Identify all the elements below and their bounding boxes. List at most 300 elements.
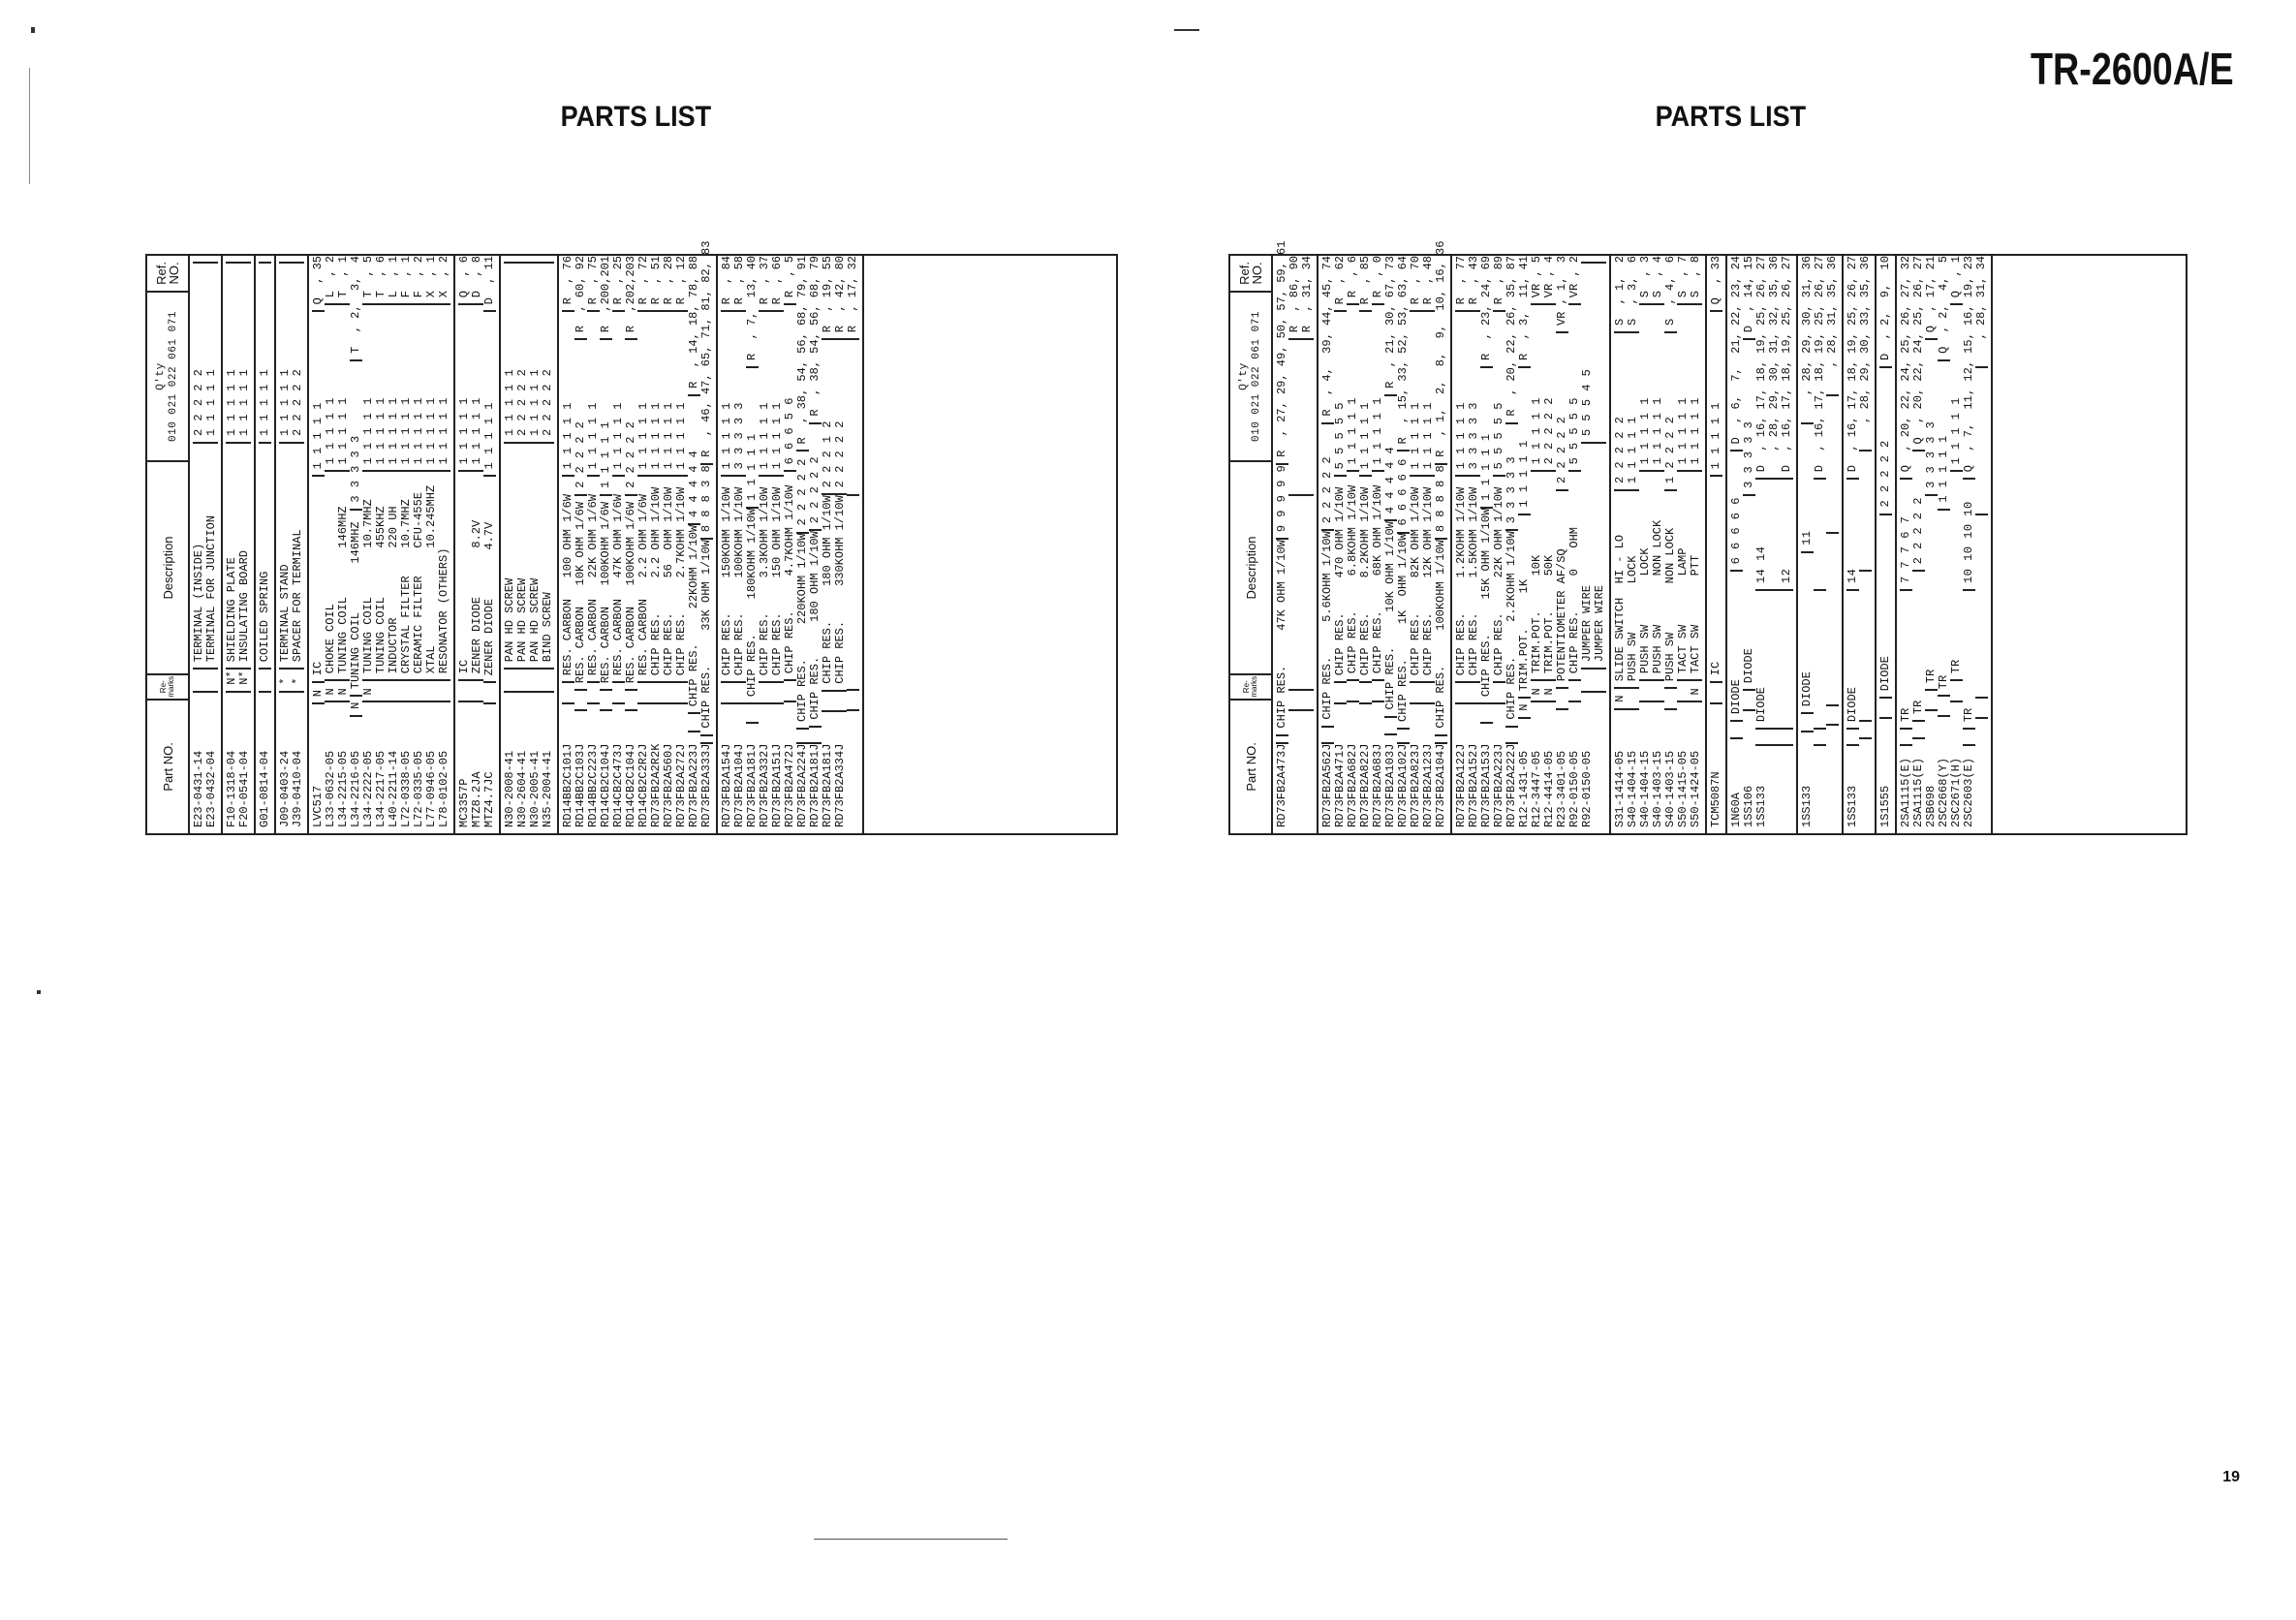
part-number-cell: R12-4414-05	[1543, 701, 1556, 834]
description-cell: PUSH SW LOCK	[1639, 470, 1652, 679]
qty-cell: 1 1 1 1 1	[1652, 303, 1664, 470]
qty-cell: 2 2 2 2 2	[516, 262, 529, 442]
table-row	[425, 256, 438, 833]
description-cell: ZENER DIODE 8.2V	[471, 470, 483, 679]
qty-cell: 8 8 8 8 8	[1435, 463, 1447, 538]
ref-number-cell: R , 15, 33, 52, 53, 63, 64	[1396, 256, 1410, 445]
ref-number-cell: , 28, 31, 34	[1974, 256, 1988, 361]
table-row	[1301, 256, 1314, 833]
remarks-cell	[809, 726, 822, 742]
part-number-cell: S40-1403-15	[1664, 708, 1677, 833]
remarks-cell	[1859, 720, 1872, 737]
part-number-cell: R92-0150-05	[1581, 691, 1594, 833]
scan-speck	[1174, 29, 1199, 31]
ref-number-cell: R , 62	[1333, 256, 1347, 305]
part-number-cell: MTZ8.2JA	[471, 701, 483, 834]
remarks-cell	[1730, 720, 1743, 737]
qty-cell: 8 8 8 3 8	[700, 463, 713, 538]
description-cell: CHIP RES. 22K OHM 1/10W	[1493, 475, 1505, 681]
remarks-cell	[612, 681, 625, 702]
description-cell: CHIP RES. 12K OHM 1/10W	[1422, 475, 1435, 681]
part-number-cell: RD73FB2A223J	[1493, 702, 1505, 833]
qty-cell: 1 1 1 1 1	[362, 303, 375, 470]
qty-cell: 2 2 2 2 2	[1912, 450, 1925, 570]
qty-cell: 3 3 3 3 3	[733, 310, 746, 475]
qty-cell: 1 1 1 1 1	[1627, 331, 1639, 489]
description-cell: CHIP RES. 100KOHM 1/10W	[733, 475, 746, 681]
qty-cell: 2 2 2 2 2	[1556, 331, 1568, 489]
qty-cell: 2 2 2 2 2	[292, 262, 304, 442]
remarks-cell	[259, 668, 271, 690]
right-parts-table	[1228, 240, 2187, 835]
qty-cell: 1 1 1 1 1	[650, 310, 663, 475]
description-cell: TRIM.POT. 50K	[1543, 470, 1556, 679]
description-cell: TUNING COIL 146MHZ	[337, 470, 350, 679]
qty-cell: 1 1 1 1 1	[458, 303, 471, 470]
ref-number-cell: Q , 6	[457, 256, 471, 298]
ref-number-cell: R , 43	[1467, 256, 1480, 305]
table-row	[529, 256, 542, 833]
ref-number-cell	[193, 256, 205, 262]
description-cell: CHIP RES. 5.6KOHM 1/10W	[1321, 529, 1334, 725]
remarks-cell	[663, 681, 675, 702]
description-cell: DIODE	[1730, 570, 1743, 720]
part-number-cell	[1814, 744, 1826, 833]
description-cell: TERMINAL STAND	[279, 442, 292, 668]
ref-number-cell: R , 42, 80	[833, 256, 847, 333]
qty-cell: 2 2 2 2 2	[574, 338, 587, 494]
part-number-cell: L34-2222-05	[362, 701, 375, 834]
description-cell: XTAL 10.245MHZ	[425, 470, 438, 679]
remarks-cell	[1321, 726, 1334, 742]
remarks-cell	[205, 668, 218, 690]
ref-number-cell: R , 1, 2, 8, 9, 10, 16, 36	[1434, 240, 1447, 457]
table-row	[1690, 256, 1702, 833]
qty-cell: 1 1 1 1 1	[562, 310, 574, 475]
col-part-no: Part NO.	[147, 699, 188, 833]
description-cell: CHIP RES. 8.2KOHM 1/10W	[1359, 475, 1372, 681]
qty-cell: 4 4 4 4 4	[688, 394, 700, 523]
description-cell: SPACER FOR TERMINAL	[292, 442, 304, 668]
parts-group	[1877, 256, 1897, 833]
col-qty	[147, 291, 188, 460]
remarks-cell	[1710, 681, 1722, 702]
qty-cell	[1301, 338, 1314, 494]
description-cell: CHIP RES. 33K OHM 1/10W	[700, 538, 713, 733]
remarks-cell	[1627, 687, 1639, 707]
remarks-cell: N	[1518, 697, 1531, 716]
table-row	[1627, 256, 1639, 833]
description-cell: TUNING COIL 10.7MHZ	[362, 470, 375, 679]
ref-number-cell: D , 14, 15	[1742, 256, 1755, 333]
remarks-cell	[771, 681, 784, 702]
qty-cell: 2 2 2 2 2	[809, 422, 822, 530]
ref-number-cell: R , 25	[611, 256, 625, 305]
part-number-cell: RD73FB2A823J	[1410, 702, 1422, 833]
ref-number-cell: D , 2, 9, 10	[1878, 256, 1892, 361]
qty-cell: 3 3 3 3 3	[1925, 338, 1938, 494]
ref-number-cell: , 28, 29, 30, 31, 32, 35, 36	[1767, 256, 1781, 473]
qty-cell: 3 3 3 3 3	[1468, 310, 1480, 475]
description-cell: CHIP RES. 1.2KOHM 1/10W	[1455, 475, 1468, 681]
description-cell: RES. CARBON 22K OHM 1/6W	[587, 475, 600, 681]
table-row	[1710, 256, 1722, 833]
ref-number-cell	[279, 256, 292, 262]
ref-number-cell: Q , 1	[1949, 256, 1963, 298]
qty-cell: 1 1 1 1 1	[226, 262, 238, 442]
remarks-cell	[1301, 689, 1314, 709]
part-number-cell: L34-2217-05	[375, 701, 388, 834]
remarks-cell	[1781, 728, 1793, 744]
table-row	[516, 256, 529, 833]
description-cell: SLIDE SWITCH HI - LO	[1614, 489, 1627, 687]
qty-cell	[1826, 394, 1839, 532]
description-cell: DIODE	[1879, 514, 1892, 698]
description-cell: INSULATING BOARD	[238, 442, 251, 668]
qty-cell: 1 1 1 1 1	[1410, 310, 1422, 475]
parts-group	[1452, 256, 1611, 833]
part-number-cell: R23-3401-05	[1556, 708, 1568, 833]
scan-rule	[814, 1539, 1008, 1540]
ref-number-cell: R , 51	[649, 256, 663, 305]
qty-cell: 1 1 1 1 1	[375, 303, 388, 470]
part-number-cell: RD73FB2A222J	[1505, 742, 1518, 833]
ref-number-cell: D , 16, 17, 18, 19, 25, 26, 27	[1846, 256, 1859, 473]
qty-cell: 2 2 2 2 2	[1543, 303, 1556, 470]
part-number-cell: RD73FB2A682J	[1347, 701, 1359, 834]
parts-group	[1897, 256, 1993, 833]
qty-cell	[1859, 450, 1872, 570]
remarks-cell	[1950, 679, 1963, 701]
description-cell: CHIP RES. 470 OHM 1/10W	[1334, 475, 1347, 681]
table-row	[834, 256, 847, 833]
remarks-cell	[388, 679, 400, 701]
remarks-cell: *	[292, 668, 304, 690]
ref-number-cell: R , 14, 18, 78, 88	[687, 256, 700, 389]
remarks-cell	[1594, 668, 1606, 690]
table-row	[1288, 256, 1301, 833]
description-cell: CHIP RES. 22KOHM 1/10W	[688, 523, 700, 712]
remarks-cell: N	[337, 679, 350, 701]
part-number-cell: 2SA1115(E)	[1912, 737, 1925, 833]
description-cell: CHIP RES. 56 OHM 1/10W	[663, 475, 675, 681]
description-cell: TERMINAL FOR JUNCTION	[205, 442, 218, 668]
left-rotated-content	[147, 240, 1116, 833]
part-number-cell: RD73FB2A223J	[688, 731, 700, 833]
parts-group	[276, 256, 309, 833]
remarks-cell	[1556, 687, 1568, 707]
remarks-cell	[822, 690, 834, 710]
description-cell: TR	[1950, 470, 1963, 679]
part-number-cell: N30-2008-41	[504, 691, 516, 833]
qty-label: Q'ty	[155, 362, 167, 390]
description-cell: PUSH SW NON LOCK	[1664, 489, 1677, 687]
ref-number-cell: VR , 1, 3	[1555, 256, 1568, 327]
qty-cell: 1 1 1 1 1	[1938, 359, 1950, 509]
remarks-cell	[1505, 726, 1518, 742]
part-number-cell: S50-1424-05	[1690, 701, 1702, 834]
col-remarks: Re-marks	[147, 673, 188, 699]
remarks-cell	[425, 679, 438, 701]
remarks-cell: N	[362, 679, 375, 701]
description-cell: CHIP RES. 3.3KOHM 1/10W	[759, 475, 771, 681]
remarks-cell	[1879, 697, 1892, 716]
qty-cell: 10 10 10 10	[1963, 478, 1975, 589]
qty-cell: 2 2 2 2 2	[542, 262, 554, 442]
parts-group	[1611, 256, 1707, 833]
qty-cell: 5 5 5 5 5	[1334, 310, 1347, 475]
qty-cell: 9 9 9 9 9	[1276, 463, 1288, 538]
qty-cell: 1 1 1 1 1	[438, 303, 450, 470]
table-row	[438, 256, 450, 833]
ref-number-cell: S , 1, 2	[1613, 256, 1627, 327]
qty-cell	[1814, 478, 1826, 589]
ref-number-cell	[542, 256, 554, 262]
part-number-cell: R92-0150-05	[1568, 701, 1581, 834]
remarks-cell	[471, 679, 483, 701]
ref-number-cell: D , 11	[482, 256, 496, 305]
ref-number-cell	[529, 256, 542, 262]
qty-cell: 6 6 6 5 6	[784, 303, 796, 470]
parts-group	[1844, 256, 1877, 833]
remarks-cell	[562, 681, 574, 702]
ref-number-cell: R , 38, 54, 56, 68, 79, 91	[795, 256, 809, 445]
remarks-cell	[1912, 720, 1925, 737]
part-number-cell: RD73FB2A122J	[1455, 702, 1468, 833]
ref-number-cell: R , 23, 24, 69	[1479, 256, 1493, 361]
part-number-cell: RD14BB2C101J	[562, 702, 574, 833]
qty-cell: 1 1 1 1 1	[1950, 303, 1963, 470]
qty-cell: 5 5 5 4 5	[1581, 262, 1594, 442]
qty-sets: 010 021 022 061 071	[168, 311, 179, 442]
ref-number-cell: R , 75	[586, 256, 600, 305]
qty-cell: 1 1 1 1 1	[1639, 303, 1652, 470]
description-cell: CHIP RES. 180 OHM 1/10W	[809, 529, 822, 725]
description-cell: TUNING COIL 455KHZ	[375, 470, 388, 679]
table-row	[1543, 256, 1556, 833]
ref-number-cell: R , 19, 55	[821, 256, 834, 333]
part-number-cell: RD73FB2A151J	[771, 702, 784, 833]
part-number-cell	[1781, 744, 1793, 833]
table-row	[312, 256, 325, 833]
remarks-cell	[193, 668, 205, 690]
remarks-cell: N	[1531, 679, 1543, 701]
description-cell: CHIP RES. 150 OHM 1/10W	[771, 475, 784, 681]
description-cell: JUMPER WIRE	[1581, 442, 1594, 668]
page-number: 19	[2222, 1469, 2240, 1485]
remarks-cell	[1435, 734, 1447, 742]
qty-cell: 4 4 4 4 4	[1384, 394, 1397, 519]
description-cell: CHIP RES. 15K OHM 1/10W	[1480, 507, 1493, 702]
ref-number-cell: Q , 20, 22, 24, 25, 26, 27, 32	[1899, 256, 1912, 473]
qty-cell: 3 3 3 3 3	[350, 359, 362, 509]
description-cell: CHIP RES. 47K OHM 1/10W	[1276, 538, 1288, 733]
description-cell: RESONATOR (OTHERS)	[438, 470, 450, 679]
part-number-cell: RD14CB2C2R2J	[637, 702, 650, 833]
table-row	[1826, 256, 1839, 833]
part-number-cell: S40-1404-15	[1639, 701, 1652, 834]
ref-number-cell: R , 46, 47, 65, 71, 81, 82, 83	[699, 240, 713, 457]
description-cell	[1826, 532, 1839, 704]
remarks-cell	[1276, 734, 1288, 742]
ref-number-cell	[259, 256, 271, 262]
description-cell: TR	[1938, 509, 1950, 696]
qty-cell: 1 1 1 1 1	[1518, 366, 1531, 514]
ref-number-cell: R , 0	[1371, 256, 1384, 298]
qty-cell: 1 1 1 1 1	[279, 262, 292, 442]
description-cell: PUSH SW LOCK	[1627, 489, 1639, 687]
remarks-cell: N	[312, 681, 325, 702]
remarks-cell	[587, 681, 600, 702]
part-number-cell	[1288, 709, 1301, 833]
table-row	[1879, 256, 1892, 833]
description-cell: CRYSTAL FILTER 10.7MHZ	[400, 470, 413, 679]
qty-cell: 1 1 1 1 1	[1531, 303, 1543, 470]
qty-cell: 1 1 1 1 1	[759, 310, 771, 475]
description-cell: ZENER DIODE 4.7V	[483, 475, 496, 681]
qty-cell: 2 2 2 2 2	[796, 450, 809, 531]
qty-cell: 1 1 1 1 1	[1359, 310, 1372, 475]
part-number-cell: L78-0102-05	[438, 701, 450, 834]
ref-number-cell: R , 28	[662, 256, 675, 305]
part-number-cell: RD14BB2C103J	[574, 709, 587, 833]
description-cell: CHIP RES. 1.5KOHM 1/10W	[1468, 475, 1480, 681]
qty-cell: 1 1 1 1 1	[471, 303, 483, 470]
left-table-body	[190, 240, 864, 833]
table-row	[699, 240, 713, 833]
parts-group	[223, 256, 256, 833]
description-cell: DIODE	[1743, 494, 1755, 689]
qty-cell: 5 5 5 5 5	[1568, 303, 1581, 470]
ref-number-cell: S , 3, 6	[1626, 256, 1639, 327]
remarks-cell: N	[350, 695, 362, 715]
scan-speck	[31, 27, 35, 33]
ref-number-cell: S , 4	[1651, 256, 1664, 298]
remarks-cell	[1755, 728, 1768, 744]
part-number-cell: N30-2005-41	[529, 691, 542, 833]
ref-number-cell: X , 1	[424, 256, 438, 298]
part-number-cell: L34-2216-05	[350, 715, 362, 833]
qty-label: Q'ty	[1238, 362, 1250, 390]
table-row	[1531, 256, 1543, 833]
remarks-cell	[413, 679, 425, 701]
part-number-cell: RD73FB2A181J	[746, 722, 759, 833]
ref-number-cell: R , 7, 13, 40	[745, 256, 759, 361]
ref-number-cell: T , 5	[361, 256, 375, 298]
part-number-cell	[1826, 724, 1839, 833]
ref-number-cell: R , 6	[1346, 256, 1359, 298]
description-cell	[1301, 494, 1314, 689]
qty-cell: 2 2 2 2 2	[625, 338, 637, 494]
remarks-cell	[1397, 728, 1410, 742]
ref-number-cell	[238, 256, 251, 262]
qty-cell: 1 1 1 1 1	[1677, 303, 1690, 470]
part-number-cell: RD73FB2A123J	[1422, 702, 1435, 833]
part-number-cell: RD73FB2A272J	[675, 702, 688, 833]
description-cell: TUNING COIL 146MHZ	[350, 509, 362, 696]
qty-cell: 1 1 1 1 1	[413, 303, 425, 470]
part-number-cell: RD73FB2A332J	[759, 702, 771, 833]
ref-number-cell: R , 5	[783, 256, 796, 298]
ref-number-cell: R , 76	[561, 256, 574, 305]
parts-group	[501, 256, 559, 833]
ref-number-cell: D , 6, 7, 21, 22, 23, 24	[1729, 256, 1743, 445]
ref-number-cell: F , 2	[412, 256, 425, 298]
remarks-cell	[1652, 679, 1664, 701]
part-number-cell: RD73FB2A181J	[809, 742, 822, 833]
qty-cell: 1 1 1 1 1	[337, 303, 350, 470]
remarks-cell	[721, 681, 733, 702]
ref-number-cell	[504, 256, 516, 262]
part-number-cell: RD73FB2A104J	[733, 702, 746, 833]
part-number-cell: RD73FB2A822J	[1359, 702, 1372, 833]
part-number-cell: 2SC2668(Y)	[1938, 715, 1950, 833]
parts-group	[1273, 240, 1319, 833]
table-row	[1664, 256, 1677, 833]
part-number-cell	[1594, 691, 1606, 833]
ref-number-cell: R , 21, 30, 67, 73	[1383, 256, 1397, 389]
qty-cell: 1 1 1 1 1	[259, 262, 271, 442]
col-qty	[1230, 291, 1271, 460]
qty-cell: 14	[1846, 478, 1859, 589]
part-number-cell: 1N60A	[1730, 737, 1743, 833]
remarks-cell: N	[1543, 679, 1556, 701]
qty-cell: 1 1 1 1 1	[1347, 303, 1359, 470]
ref-number-cell: R , 12	[674, 256, 688, 305]
remarks-cell	[650, 681, 663, 702]
model-number: TR-2600A/E	[2031, 44, 2234, 94]
ref-number-cell: , 28, 29, 30, 31, 36	[1800, 256, 1814, 417]
table-row	[1730, 256, 1743, 833]
table-row	[542, 256, 554, 833]
part-number-cell: R12-1431-05	[1518, 717, 1531, 833]
part-number-cell	[1859, 737, 1872, 833]
description-cell: CHIP RES. 1K OHM 1/10W	[1397, 532, 1410, 728]
ref-number-cell: D , 16, 17, 18, 19, 25, 26, 27	[1780, 256, 1793, 473]
ref-number-cell: S , 4, 6	[1663, 256, 1677, 327]
part-number-cell: RD73FB2A103J	[1384, 733, 1397, 833]
ref-number-cell: F , 1	[399, 256, 413, 298]
part-number-cell: G01-0814-04	[259, 691, 271, 833]
qty-cell: 5 5 5 5 5	[1493, 310, 1505, 475]
table-row	[1568, 256, 1581, 833]
table-row	[483, 256, 496, 833]
part-number-cell: S50-1415-05	[1677, 701, 1690, 834]
remarks-cell	[542, 668, 554, 690]
ref-number-cell: T , 1	[336, 256, 350, 298]
part-number-cell: RD14BB2C223J	[587, 702, 600, 833]
qty-cell	[847, 338, 859, 494]
qty-cell	[1975, 366, 1988, 514]
qty-cell: 11	[1801, 422, 1814, 551]
remarks-cell	[1455, 681, 1468, 702]
part-number-cell: 2SC2603(E)	[1963, 744, 1975, 833]
description-cell: TR	[1925, 494, 1938, 689]
qty-cell: 1 1 1 1 1	[663, 310, 675, 475]
part-number-cell: RD73FB2A334J	[834, 710, 847, 833]
col-ref-no: Ref. NO.	[154, 262, 181, 285]
description-cell: TRIM.POT. 10K	[1531, 470, 1543, 679]
qty-cell: 1 1 1 1 1	[1372, 303, 1384, 470]
part-number-cell	[1975, 717, 1988, 833]
remarks-cell	[700, 734, 713, 742]
part-number-cell: RD14CB2C473J	[612, 702, 625, 833]
table-row	[1594, 256, 1606, 833]
part-number-cell: R12-3447-05	[1531, 701, 1543, 834]
remarks-cell	[1288, 689, 1301, 709]
remarks-cell	[1480, 702, 1493, 722]
description-cell	[1288, 494, 1301, 689]
